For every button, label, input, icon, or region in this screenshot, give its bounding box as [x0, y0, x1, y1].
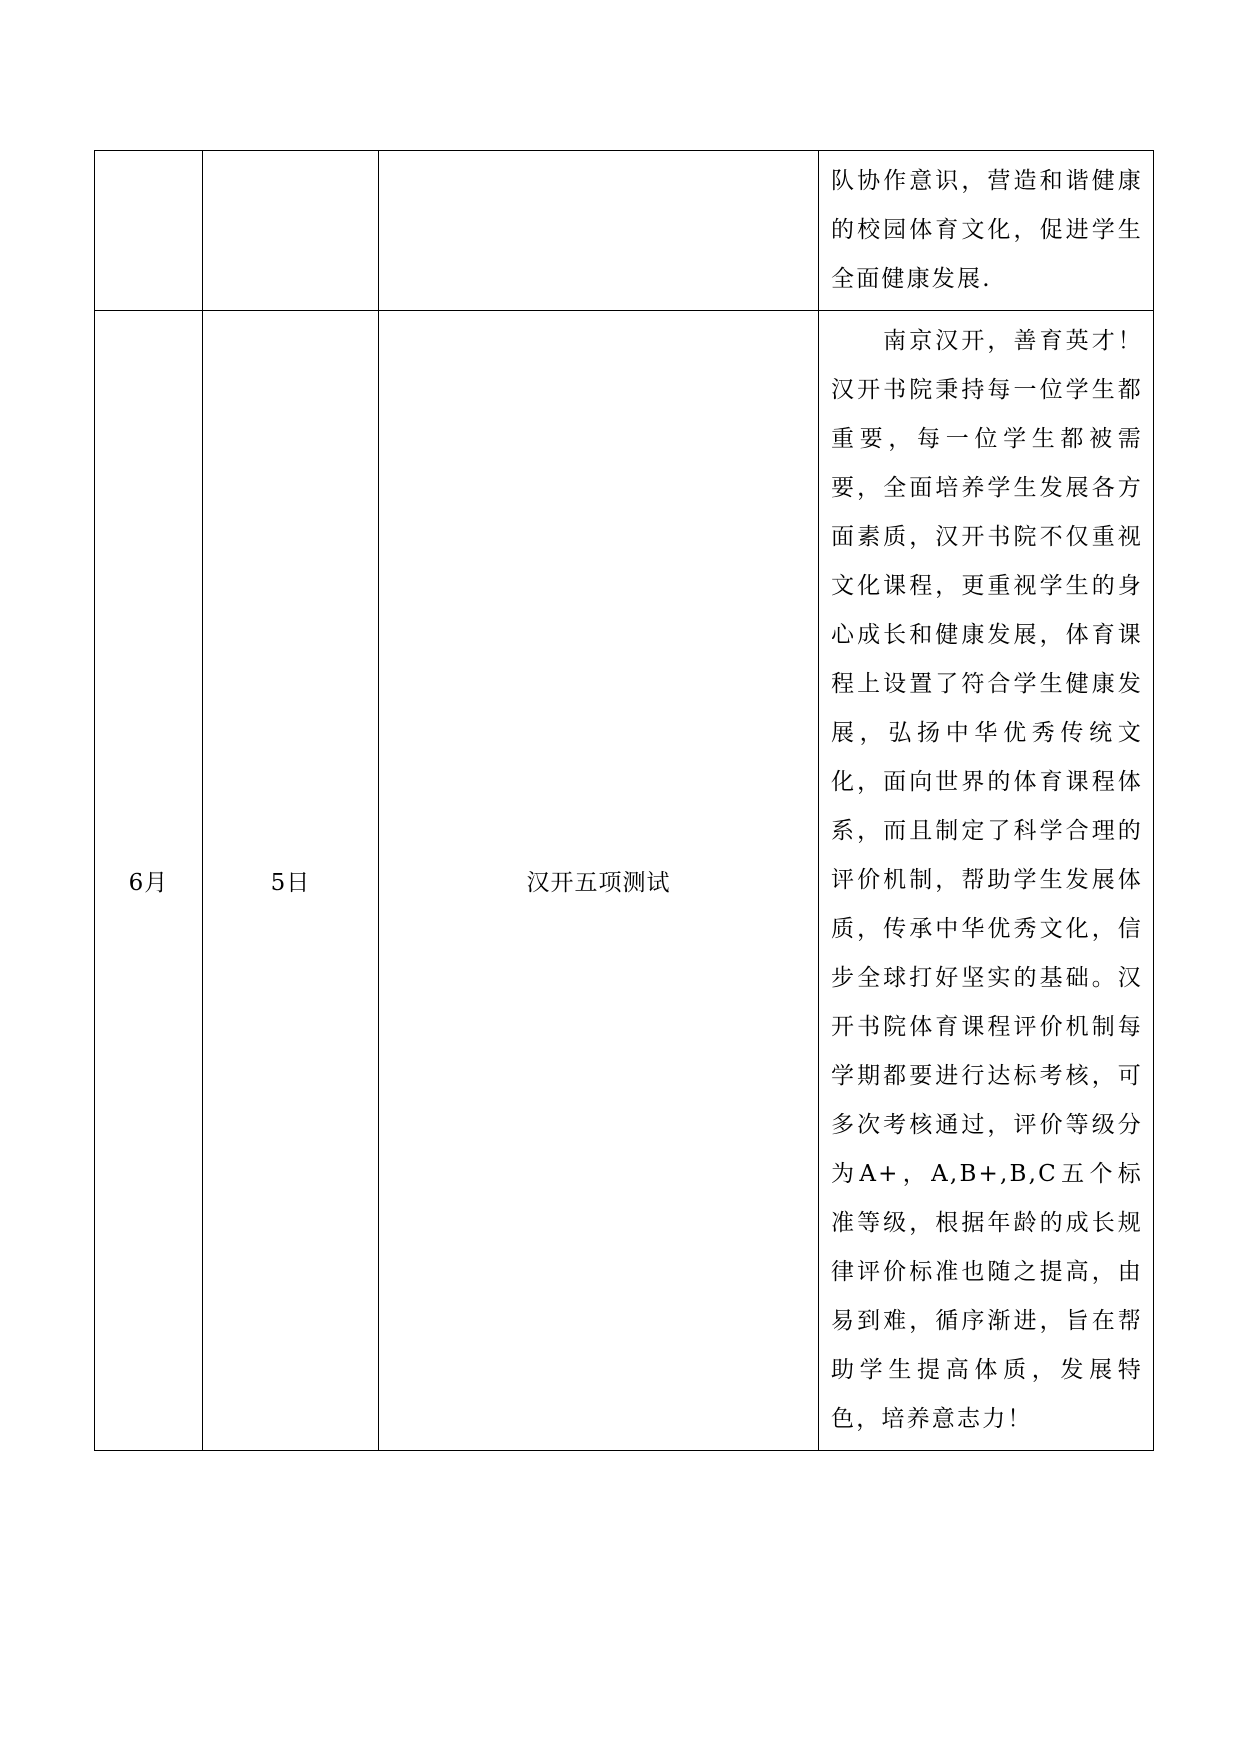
- month-cell: 6月: [95, 311, 203, 1451]
- event-cell: 汉开五项测试: [379, 311, 819, 1451]
- table-row: [95, 151, 1154, 311]
- month-cell: [95, 151, 203, 311]
- table-row: [95, 311, 1154, 1451]
- day-cell: 5日: [203, 311, 379, 1451]
- description-cell: 队协作意识，营造和谐健康的校园体育文化，促进学生全面健康发展.: [819, 151, 1154, 311]
- schedule-table: [94, 150, 1154, 1451]
- description-cell: 南京汉开，善育英才！汉开书院秉持每一位学生都重要，每一位学生都被需要，全面培养学生发展各方面素质，汉开书院不仅重视文化课程，更重视学生的身心成长和健康发展，体育课程上设置了符合学生健康发展，弘扬中华优秀传统文化，面向世界的体育课程体系，而且制定了科学合理的评价机制，帮助学生发展体质，传承中华优秀文化，信步全球打好坚实的基础。汉开书院体育课程评价机制每学期都要进行达标考核，可多次考核通过，评价等级分为A+，A,B+,B,C五个标准等级，根据年龄的成长规律评价标准也随之提高，由易到难，循序渐进，旨在帮助学生提高体质，发展特色，培养意志力！: [819, 311, 1154, 1451]
- event-cell: [379, 151, 819, 311]
- day-cell: [203, 151, 379, 311]
